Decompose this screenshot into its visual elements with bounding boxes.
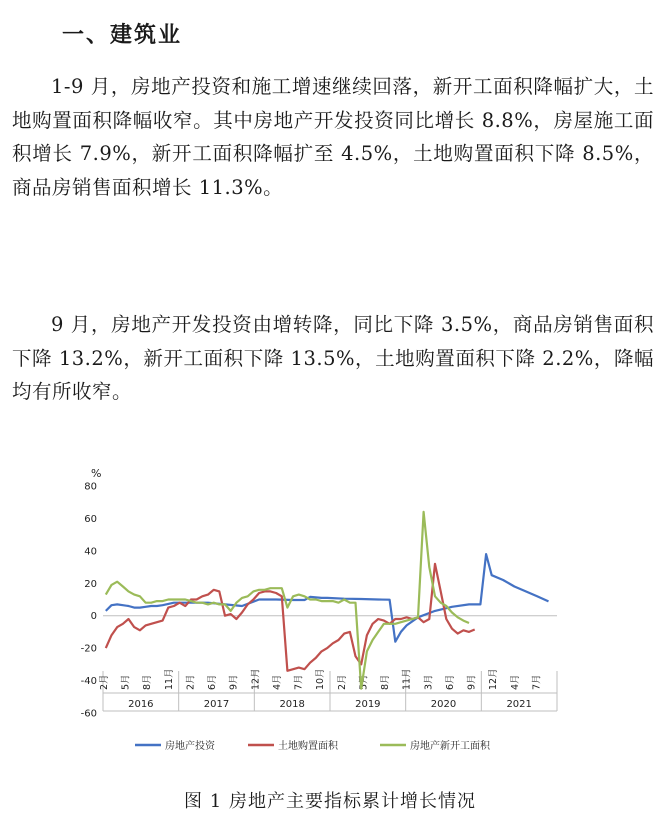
y-tick-label: 60 xyxy=(84,513,97,525)
month-tick-label: 12月 xyxy=(488,668,500,690)
legend-label: 房地产新开工面积 xyxy=(410,741,490,752)
real-estate-chart xyxy=(60,458,560,768)
month-tick-label: 5月 xyxy=(358,674,370,690)
legend xyxy=(135,739,491,752)
year-label: 2021 xyxy=(506,699,532,710)
y-tick-label: 40 xyxy=(84,546,97,558)
month-tick-label: 5月 xyxy=(120,674,132,690)
month-tick-label: 2月 xyxy=(185,674,197,690)
series-lines xyxy=(106,512,549,689)
y-tick-label: 80 xyxy=(84,481,97,493)
month-tick-label: 8月 xyxy=(142,674,154,690)
section-heading: 一、建筑业 xyxy=(62,23,183,48)
month-tick-label: 10月 xyxy=(315,668,327,690)
month-tick-label: 4月 xyxy=(509,674,521,690)
year-label: 2017 xyxy=(203,699,230,710)
month-tick-label: 9月 xyxy=(466,674,478,690)
y-axis-label: % xyxy=(91,467,102,480)
year-label: 2016 xyxy=(128,699,154,710)
year-label: 2020 xyxy=(430,699,457,710)
month-tick-label: 2月 xyxy=(99,674,110,690)
month-tick-label: 7月 xyxy=(531,674,543,690)
y-tick-label: -40 xyxy=(80,676,97,688)
year-label: 2018 xyxy=(279,699,305,710)
year-label: 2019 xyxy=(355,699,381,710)
month-tick-label: 6月 xyxy=(207,674,219,690)
y-tick-label: 0 xyxy=(90,611,97,623)
month-tick-label: 12月 xyxy=(250,668,262,690)
month-tick-label: 7月 xyxy=(293,674,305,690)
y-tick-label: -60 xyxy=(80,708,97,720)
month-tick-label: 8月 xyxy=(380,674,392,690)
month-tick-label: 11月 xyxy=(401,668,413,690)
legend-label: 土地购置面积 xyxy=(278,741,338,752)
y-axis xyxy=(81,482,97,720)
month-tick-label: 3月 xyxy=(423,674,435,690)
y-tick-label: 20 xyxy=(84,578,97,590)
month-tick-label: 4月 xyxy=(271,674,283,690)
y-tick-label: -20 xyxy=(80,643,97,655)
paragraph-1: 1-9 月，房地产投资和施工增速继续回落，新开工面积降幅扩大，土地购置面积降幅收窄。其中房地产开发投资同比增长 8.8%，房屋施工面积增长 7.9%，新开工面积降幅扩至 4.5%，土地购置面积下降 8.5%，商品房销售面积增长 11.3%。 xyxy=(12,75,654,199)
x-axis xyxy=(99,616,557,711)
paragraph-2: 9 月，房地产开发投资由增转降，同比下降 3.5%，商品房销售面积下降 13.2%，新开工面积下降 13.5%，土地购置面积下降 2.2%，降幅均有所收窄。 xyxy=(12,313,654,403)
legend-label: 房地产投资 xyxy=(165,741,215,752)
month-tick-label: 2月 xyxy=(336,674,348,690)
series-line-0 xyxy=(106,554,549,642)
month-tick-label: 6月 xyxy=(444,674,456,690)
month-tick-label: 11月 xyxy=(163,668,175,690)
month-tick-label: 9月 xyxy=(228,674,240,690)
figure-caption: 图 1 房地产主要指标累计增长情况 xyxy=(184,791,476,812)
